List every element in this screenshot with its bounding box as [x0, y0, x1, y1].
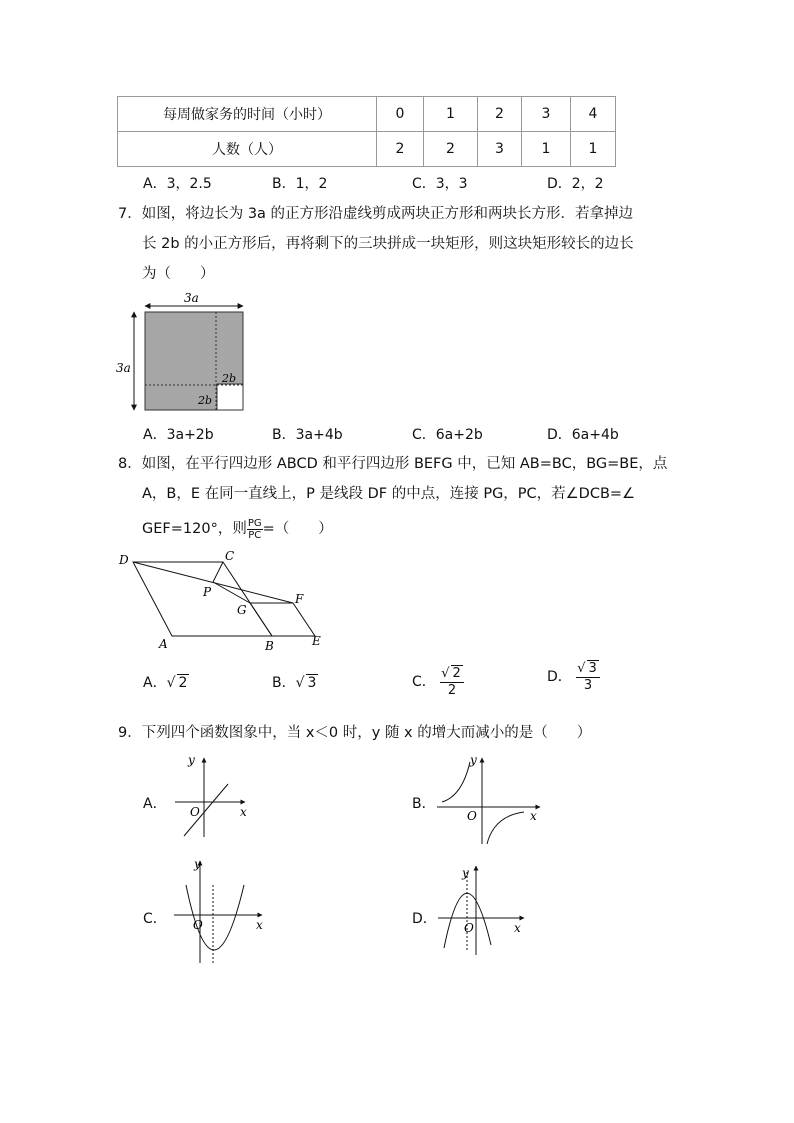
q7-square-figure	[112, 292, 262, 422]
q9-label-c: C．	[143, 911, 167, 927]
point-label-b: B	[265, 639, 274, 653]
table-cell: 1	[571, 132, 616, 167]
axis-x-label: x	[514, 921, 521, 935]
q8-option-b: B．√ 3	[272, 675, 317, 691]
q8-fraction	[247, 518, 263, 541]
q7-line2: 长 2b 的小正方形后，再将剩下的三块拼成一块矩形，则这块矩形较长的边长	[142, 236, 634, 252]
q8-option-d-den: 3	[583, 678, 593, 693]
q8-frac-den: PC	[248, 529, 262, 541]
q8-line1: 8．如图，在平行四边形 ABCD 和平行四边形 BEFG 中，已知 AB=BC，BG=BE，点	[118, 456, 668, 472]
q8-option-a-radicand: 2	[178, 675, 188, 691]
table-header-hours: 每周做家务的时间（小时）	[118, 97, 377, 132]
q8-option-a: A．√ 2	[143, 675, 188, 691]
q9-graph-d	[436, 860, 528, 965]
axis-x-label: x	[256, 918, 263, 932]
q7-option-c: C．6a+2b	[412, 427, 483, 443]
axis-x-label: x	[240, 805, 247, 819]
q8-option-c-fraction: $\frac{√ 2}{2}$	[440, 665, 464, 699]
table-header-people: 人数（人）	[118, 132, 377, 167]
q7-option-d: D．6a+4b	[547, 427, 619, 443]
q6-option-a: A．3，2.5	[143, 176, 212, 192]
q7-option-b: B．3a+4b	[272, 427, 343, 443]
table-cell: 2	[478, 97, 522, 132]
table-row	[118, 132, 616, 167]
axis-y-label: y	[462, 866, 469, 880]
q7-option-a: A．3a+2b	[143, 427, 214, 443]
q9-graph-b	[432, 752, 544, 848]
origin-label: O	[193, 918, 203, 932]
point-label-g: G	[237, 603, 247, 617]
q9-graph-c	[170, 855, 270, 967]
q9-label-d: D．	[412, 911, 437, 927]
origin-label: O	[464, 921, 474, 935]
table-cell: 2	[424, 132, 478, 167]
table-cell: 3	[522, 97, 571, 132]
axis-y-label: y	[194, 857, 201, 871]
q8-line3-prefix: GEF=120°，则	[142, 521, 247, 537]
table-cell: 1	[522, 132, 571, 167]
q7-inner-label-1: 2b	[222, 372, 237, 385]
q6-option-d: D．2，2	[547, 176, 604, 192]
q8-line3	[142, 514, 333, 544]
table-cell: 0	[377, 97, 424, 132]
q6-option-b: B．1，2	[272, 176, 328, 192]
q7-line3: 为（ ）	[142, 266, 215, 282]
q8-line2: A，B，E 在同一直线上，P 是线段 DF 的中点，连接 PG，PC，若∠DCB=∠	[142, 486, 636, 502]
q9-label-b: B．	[412, 796, 436, 812]
q8-option-d	[547, 660, 600, 694]
q7-line1: 7．如图，将边长为 3a 的正方形沿虚线剪成两块正方形和两块长方形．若拿掉边	[118, 206, 634, 222]
q8-option-d-radicand: 3	[588, 661, 597, 676]
q8-line3-suffix: =（ ）	[262, 521, 333, 537]
axis-y-label: y	[188, 753, 195, 767]
q8-option-c-den: 2	[447, 683, 457, 698]
table-cell: 2	[377, 132, 424, 167]
table-cell: 4	[571, 97, 616, 132]
table-cell: 1	[424, 97, 478, 132]
q8-parallelogram-figure	[115, 548, 330, 658]
chores-table	[117, 96, 616, 167]
q6-option-c: C．3，3	[412, 176, 468, 192]
q7-left-label: 3a	[116, 361, 131, 375]
q8-option-d-letter: D．	[547, 669, 572, 685]
origin-label: O	[190, 805, 200, 819]
point-label-p: P	[203, 585, 212, 599]
q8-frac-num: PG	[247, 517, 262, 529]
q8-option-c-letter: C．	[412, 674, 436, 690]
point-label-d: D	[119, 553, 129, 567]
origin-label: O	[467, 809, 477, 823]
axis-x-label: x	[530, 809, 537, 823]
q8-option-d-fraction: $\frac{√ 3}{3}$	[576, 660, 600, 694]
point-label-f: F	[295, 592, 304, 606]
q7-inner-label-2: 2b	[198, 394, 213, 407]
q8-option-a-letter: A．	[143, 675, 167, 691]
table-cell: 3	[478, 132, 522, 167]
point-label-a: A	[159, 637, 168, 651]
table-row	[118, 97, 616, 132]
q8-option-b-radicand: 3	[307, 675, 317, 691]
q9-label-a: A．	[143, 796, 167, 812]
q8-option-b-letter: B．	[272, 675, 296, 691]
q9-line1: 9．下列四个函数图象中，当 x＜0 时，y 随 x 的增大而减小的是（ ）	[118, 725, 592, 741]
q8-option-c-radicand: 2	[452, 666, 461, 681]
point-label-c: C	[225, 549, 235, 563]
q9-graph-a	[170, 752, 255, 842]
q7-top-label: 3a	[184, 292, 199, 305]
q8-option-c	[412, 665, 464, 699]
axis-y-label: y	[470, 753, 477, 767]
point-label-e: E	[312, 634, 321, 648]
